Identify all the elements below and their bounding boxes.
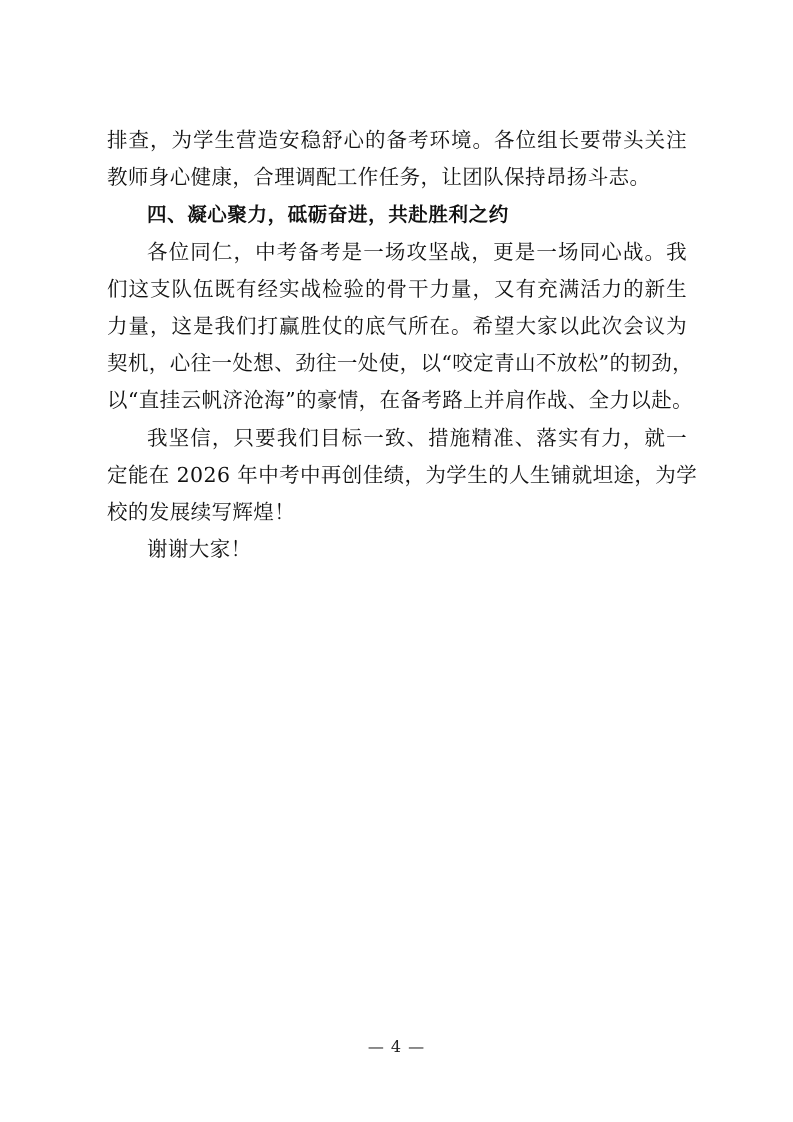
paragraph-line: 契机，心往一处想、劲往一处使，以“咬定青山不放松”的韧劲，	[107, 351, 694, 376]
paragraph-line: 我坚信，只要我们目标一致、措施精准、落实有力，就一	[147, 425, 687, 450]
paragraph-line: 们这支队伍既有经实战检验的骨干力量，又有充满活力的新生	[107, 276, 687, 301]
page-number: — 4 —	[367, 1037, 426, 1056]
paragraph-line: 教师身心健康，合理调配工作任务，让团队保持昂扬斗志。	[107, 165, 651, 190]
paragraph-line: 校的发展续写辉煌！	[107, 499, 296, 524]
paragraph-line: 定能在 2026 年中考中再创佳绩，为学生的人生铺就坦途，为学	[107, 462, 698, 487]
section-heading: 四、凝心聚力，砥砺奋进，共赴胜利之约	[147, 203, 509, 227]
paragraph-line: 以“直挂云帆济沧海”的豪情，在备考路上并肩作战、全力以赴。	[107, 388, 694, 413]
paragraph-line: 力量，这是我们打赢胜仗的底气所在。希望大家以此次会议为	[107, 313, 687, 338]
paragraph-line: 排查，为学生营造安稳舒心的备考环境。各位组长要带头关注	[107, 128, 687, 152]
closing-line: 谢谢大家！	[147, 537, 252, 562]
paragraph-line: 各位同仁，中考备考是一场攻坚战，更是一场同心战。我	[147, 239, 687, 264]
body-text	[107, 122, 698, 568]
